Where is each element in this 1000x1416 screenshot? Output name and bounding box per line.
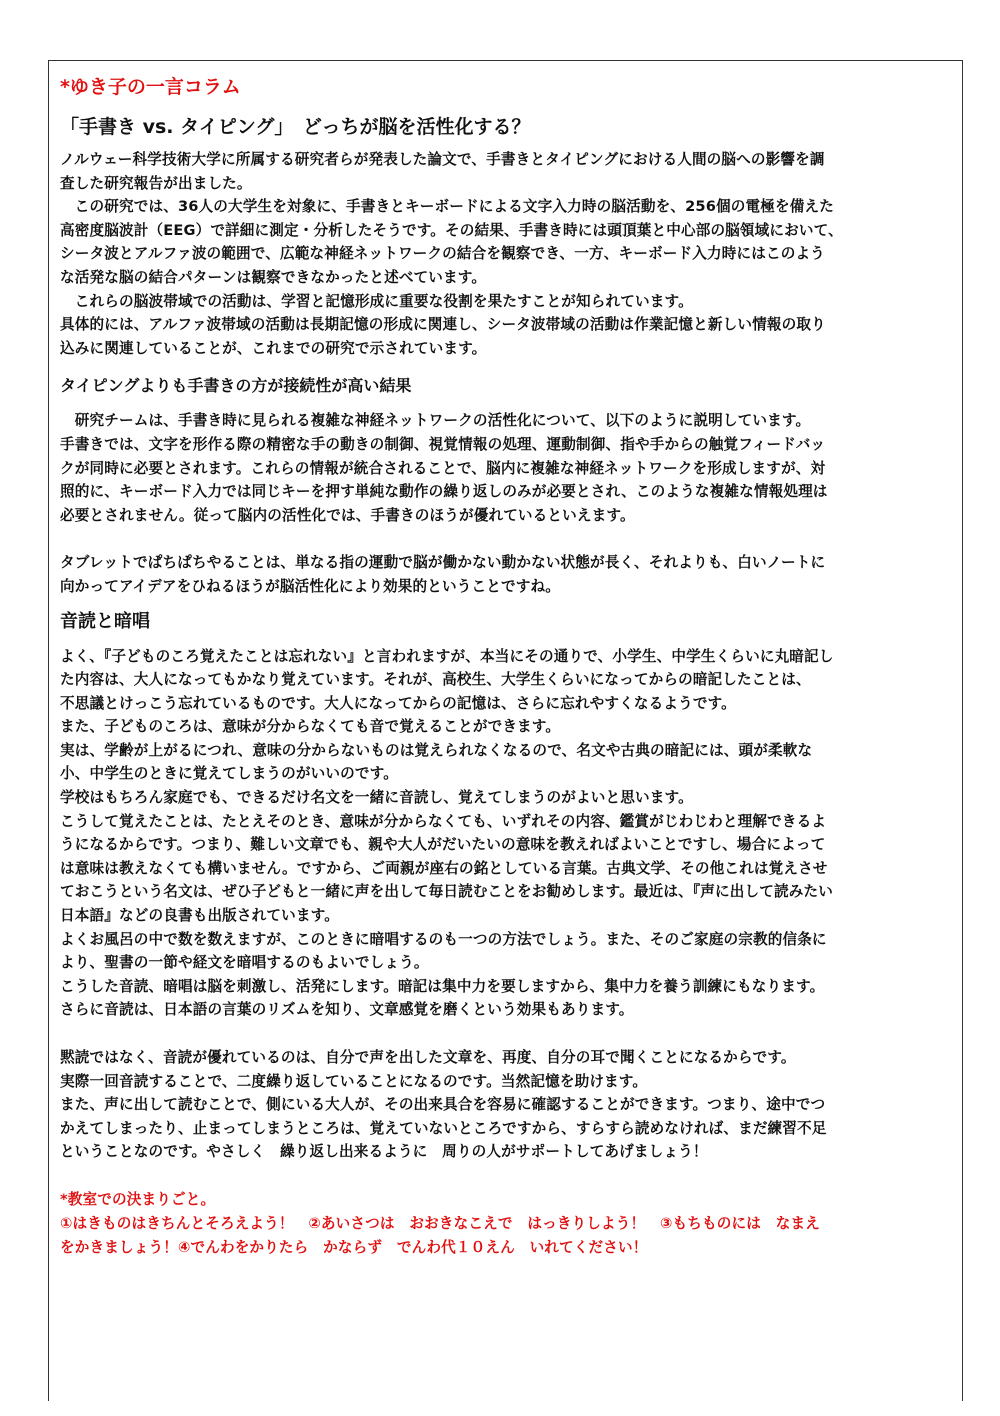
section1-body [60,409,955,527]
text-line: タブレットでぱちぱちやることは、単なる指の運動で脳が働かない動かない状態が長く、それよりも、白いノートに [60,554,826,572]
section2-body [60,645,955,1023]
text-line: 向かってアイデアをひねるほうが脳活性化により効果的ということですね。 [60,577,560,595]
text-line: さらに音読は、日本語の言葉のリズムを知り、文章感覚を磨くという効果もあります。 [60,1001,634,1019]
section2-note [60,1046,955,1164]
column-title: *ゆき子の一言コラム [60,76,241,98]
text-line: 具体的には、アルファ波帯域の活動は長期記憶の形成に関連し、シータ波帯域の活動は作業記憶と新しい情報の取り [60,316,826,334]
text-line: よくお風呂の中で数を数えますが、このときに暗唱するのも一つの方法でしょう。また、そのご家庭の宗教的信条に [60,930,827,948]
text-line: 必要とされません。従って脳内の活性化では、手書きのほうが優れているといえます。 [60,506,635,524]
text-line: 研究チームは、手書き時に見られる複雑な神経ネットワークの活性化について、以下のように説明しています。 [60,412,811,430]
text-line: また、子どものころは、意味が分からなくても音で覚えることができます。 [60,718,561,736]
section1-note [60,551,955,598]
text-line: こうして覚えたことは、たとえそのとき、意味が分からなくても、いずれその内容、鑑賞がじわじわと理解できるよ [60,812,827,830]
text-line: 査した研究報告が出ました。 [60,174,252,192]
rules-line: をかきましょう！④でんわをかりたら かならず でんわ代１０えん いれてください！ [60,1238,648,1256]
text-line: ということなのです。やさしく 繰り返し出来るように 周りの人がサポートしてあげましょう！ [60,1143,708,1161]
text-line: た内容は、大人になってもかなり覚えています。それが、高校生、大学生くらいになってからの暗記したことは、 [60,671,811,689]
section2-title: 音読と暗唱 [60,610,150,632]
text-line: 不思議とけっこう忘れているものです。大人になってからの記憶は、さらに忘れやすくなるようです。 [60,694,736,712]
text-line: クが同時に必要とされます。これらの情報が統合されることで、脳内に複雑な神経ネットワークを形成しますが、対 [60,459,826,477]
classroom-rules [60,1188,955,1259]
section1-title: タイピングよりも手書きの方が接続性が高い結果 [60,376,412,396]
text-line: こうした音読、暗唱は脳を刺激し、活発にします。暗記は集中力を要しますから、集中力を養う訓練にもなります。 [60,977,825,995]
rules-title: *教室での決まりごと。 [60,1190,216,1208]
text-line: 実際一回音読することで、二度繰り返していることになるのです。当然記憶を助けます。 [60,1072,648,1090]
text-line: 高密度脳波計（EEG）で詳細に測定・分析したそうです。その結果、手書き時には頭頂葉と中心部の脳領域において、 [60,221,843,239]
text-line: 小、中学生のときに覚えてしまうのがいいのです。 [60,765,398,783]
text-line: な活発な脳の結合パターンは観察できなかったと述べています。 [60,268,487,286]
text-line: 込みに関連していることが、これまでの研究で示されています。 [60,339,487,357]
text-line: よく、『子どものころ覚えたことは忘れない』と言われますが、本当にその通りで、小学生、中学生くらいに丸暗記し [60,647,834,665]
text-line: これらの脳波帯域での活動は、学習と記憶形成に重要な役割を果たすことが知られています。 [60,292,693,310]
rules-line: ①はきものはきちんとそろえよう！ ②あいさつは おおきなこえで はっきりしよう！ ③もちものには なまえ [60,1214,820,1232]
text-line: うになるからです。つまり、難しい文章でも、親や大人がだいたいの意味を教えればよいことですし、場合によって [60,836,826,854]
text-line: ておこうという名文は、ぜひ子どもと一緒に声を出して毎日読むことをお勧めします。最近は、『声に出して読みたい [60,883,833,901]
text-line: 日本語』などの良書も出版されています。 [60,907,339,925]
intro-section [60,148,955,360]
text-line: ノルウェー科学技術大学に所属する研究者らが発表した論文で、手書きとタイピングにおける人間の脳への影響を調 [60,151,825,168]
text-line: より、聖書の一節や経文を暗唱するのもよいでしょう。 [60,954,429,972]
text-line: この研究では、36人の大学生を対象に、手書きとキーボードによる文字入力時の脳活動を、256個の電極を備えた [60,198,834,216]
text-line: 実は、学齢が上がるにつれ、意味の分からないものは覚えられなくなるので、名文や古典の暗記には、頭が柔軟な [60,741,813,759]
text-line: 学校はもちろん家庭でも、できるだけ名文を一緒に音読し、覚えてしまうのがよいと思います。 [60,789,693,807]
column-content [60,74,955,1259]
text-line: かえてしまったり、止まってしまうところは、覚えていないところですから、すらすら読めなければ、まだ練習不足 [60,1119,827,1137]
text-line: は意味は教えなくても構いません。ですから、ご両親が座右の銘としている言葉。古典文学、その他これは覚えさせ [60,859,828,877]
text-line: 黙読ではなく、音読が優れているのは、自分で声を出した文章を、再度、自分の耳で聞くことになるからです。 [60,1049,796,1066]
text-line: また、声に出して読むことで、側にいる大人が、その出来具合を容易に確認することができます。つまり、途中でつ [60,1096,826,1114]
text-line: 手書きでは、文字を形作る際の精密な手の動きの制御、視覚情報の処理、運動制御、指や手からの触覚フィードバッ [60,435,826,453]
text-line: シータ波とアルファ波の範囲で、広範な神経ネットワークの結合を観察でき、一方、キーボード入力時にはこのよう [60,245,825,263]
article-headline: 「手書き vs. タイピング」 どっちが脳を活性化する？ [60,116,531,138]
text-line: 照的に、キーボード入力では同じキーを押す単純な動作の繰り返しのみが必要とされ、このような複雑な情報処理は [60,483,828,501]
